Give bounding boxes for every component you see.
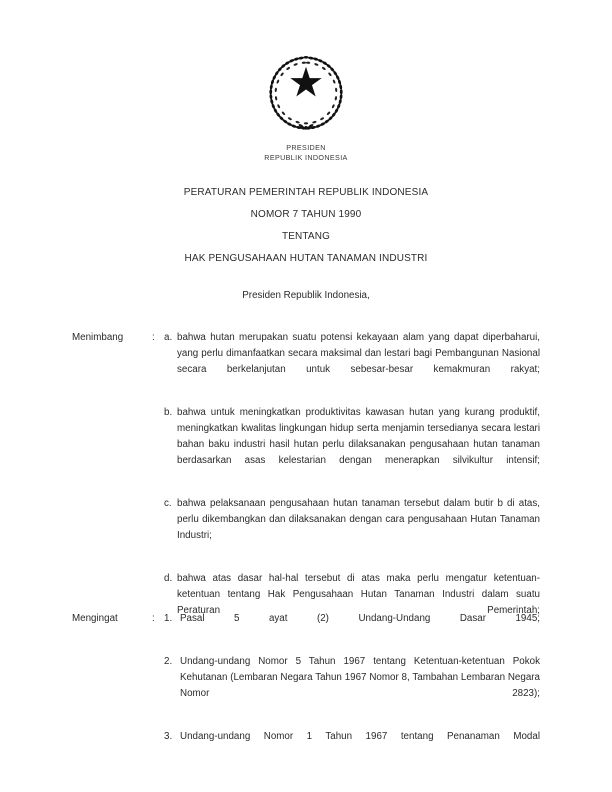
- section-menimbang: [72, 330, 540, 635]
- section-mengingat: [72, 611, 540, 761]
- list-item-text: bahwa untuk meningkatkan produktivitas kawasan hutan yang kurang produktif, meningkatkan kwalitas lingkungan hidup serta menjamin tersedianya secara lestari bahan baku industri hasil hutan perlu dilaksanakan pengusahaan hutan tanaman berdasarkan asas kelestarian dengan menerapkan silvikultur intensif;: [177, 407, 540, 466]
- mengingat-label: Mengingat: [72, 613, 118, 624]
- list-item-text: Undang-undang Nomor 1 Tahun 1967 tentang Penanaman Modal: [180, 731, 540, 742]
- menimbang-colon: :: [152, 332, 155, 343]
- list-item-marker: c.: [164, 498, 172, 509]
- list-item-marker: b.: [164, 407, 173, 418]
- list-item-marker: 1.: [164, 613, 173, 624]
- mengingat-items: [164, 611, 540, 761]
- clause-row-mengingat: [72, 611, 540, 761]
- list-item-text: bahwa pelaksanaan pengusahaan hutan tanaman tersebut dalam butir b di atas, perlu dikembangkan dan dilaksanakan dengan cara pengusahaan Hutan Tanaman Industri;: [177, 498, 540, 541]
- list-item: [164, 496, 540, 560]
- list-item: [164, 654, 540, 718]
- opening-line-president: Presiden Republik Indonesia,: [242, 290, 370, 301]
- list-item: [164, 729, 540, 761]
- list-item-marker: 2.: [164, 656, 173, 667]
- clause-row-menimbang: [72, 330, 540, 635]
- list-item-text: bahwa hutan merupakan suatu potensi kekayaan alam yang dapat diperbaharui, yang perlu dimanfaatkan secara maksimal dan lestari bagi Pembangunan Nasional secara berkelanjutan untuk sebesar-besar kemakmuran rakyat;: [177, 332, 540, 375]
- list-item-marker: d.: [164, 573, 173, 584]
- emblem-block: [0, 52, 612, 162]
- list-item: [164, 330, 540, 394]
- emblem-caption: [0, 143, 612, 162]
- menimbang-label: Menimbang: [72, 332, 124, 343]
- emblem-caption-line-republik-indonesia: REPUBLIK INDONESIA: [264, 152, 348, 162]
- title-line-subject: HAK PENGUSAHAAN HUTAN TANAMAN INDUSTRI: [184, 253, 428, 264]
- mengingat-colon: :: [152, 613, 155, 624]
- list-item: [164, 405, 540, 485]
- list-item-text: bahwa atas dasar hal-hal tersebut di atas maka perlu mengatur ketentuan-ketentuan tentang Hak Pengusahaan Hutan Tanaman Industri dalam suatu Peraturan Pemerintah;: [177, 573, 540, 616]
- menimbang-items: [164, 330, 540, 635]
- list-item-marker: a.: [164, 332, 173, 343]
- document-title-block: [0, 182, 612, 270]
- list-item: [164, 611, 540, 643]
- title-line-tentang: TENTANG: [281, 231, 331, 242]
- list-item-marker: 3.: [164, 731, 173, 742]
- indonesia-presidential-star-wreath-emblem: [262, 52, 350, 134]
- list-item-text: Undang-undang Nomor 5 Tahun 1967 tentang Ketentuan-ketentuan Pokok Kehutanan (Lembaran Negara Tahun 1967 Nomor 8, Tambahan Lembaran Negara Nomor 2823);: [180, 656, 540, 699]
- title-line-regulation-type: PERATURAN PEMERINTAH REPUBLIK INDONESIA: [183, 187, 429, 198]
- emblem-caption-line-presiden: PRESIDEN: [286, 143, 326, 152]
- title-line-number-year: NOMOR 7 TAHUN 1990: [250, 209, 362, 220]
- list-item-text: Pasal 5 ayat (2) Undang-Undang Dasar 1945;: [180, 613, 540, 624]
